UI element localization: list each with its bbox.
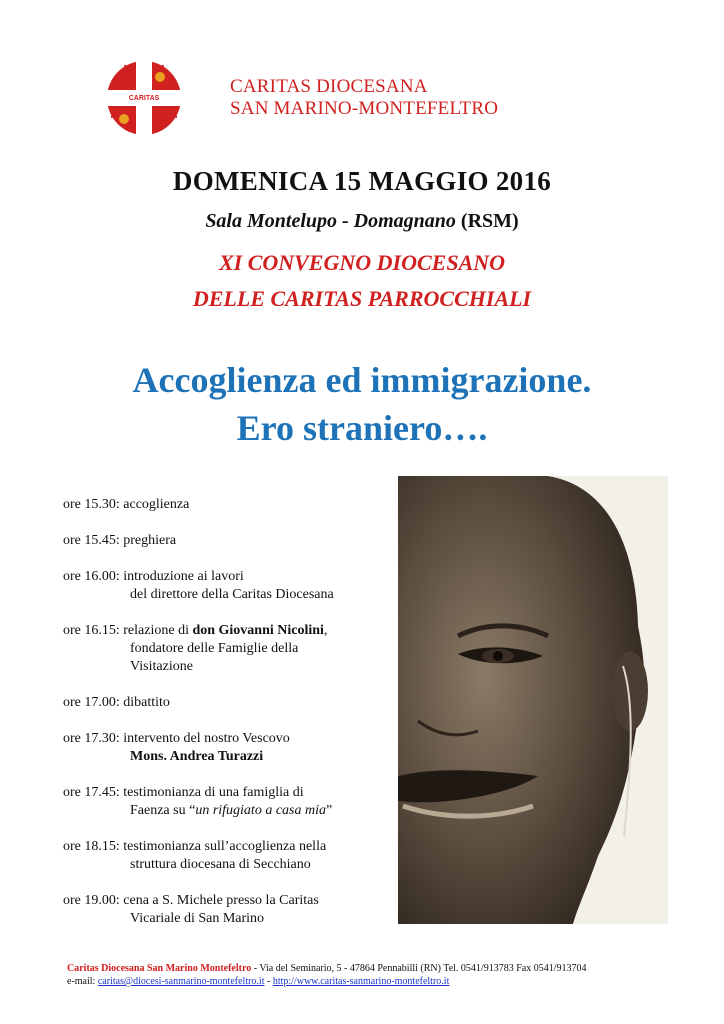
schedule-text-continued: Visitazione xyxy=(130,659,193,674)
schedule-text: dibattito xyxy=(123,695,170,710)
footer-contact-line xyxy=(67,975,586,988)
footer-email-label: e-mail: xyxy=(67,976,98,987)
schedule-time: ore 17.30: xyxy=(63,731,120,746)
schedule-text: testimonianza sull’accoglienza nella xyxy=(123,839,327,854)
quoted-title: un rifugiato a casa mia xyxy=(195,803,326,818)
footer-separator: - xyxy=(264,976,273,987)
schedule-time: ore 18.15: xyxy=(63,839,120,854)
schedule-list xyxy=(63,496,393,946)
schedule-text-continued: Vicariale di San Marino xyxy=(130,911,265,926)
convegno-title-line-1: XI CONVEGNO DIOCESANO xyxy=(218,250,506,275)
venue-country: (RSM) xyxy=(460,210,519,232)
schedule-item xyxy=(63,892,393,928)
event-venue xyxy=(0,210,724,233)
convegno-title-line-2: DELLE CARITAS PARROCCHIALI xyxy=(192,286,532,311)
schedule-item xyxy=(63,622,393,676)
footer-email-link[interactable]: caritas@diocesi-sanmarino-montefeltro.it xyxy=(97,976,265,987)
schedule-time: ore 16.00: xyxy=(63,569,120,584)
theme-title-line-2: Ero straniero…. xyxy=(236,408,488,448)
footer xyxy=(67,962,586,988)
schedule-text: relazione di xyxy=(123,623,189,638)
footer-website-link[interactable]: http://www.caritas-sanmarino-montefeltro.it xyxy=(272,976,450,987)
event-date: DOMENICA 15 MAGGIO 2016 xyxy=(172,166,552,196)
schedule-time: ore 17.00: xyxy=(63,695,120,710)
schedule-punct: , xyxy=(323,623,328,638)
schedule-text-continued: del direttore della Caritas Diocesana xyxy=(130,587,334,602)
schedule-text-continued: fondatore delle Famiglie della xyxy=(130,641,299,656)
logo-lettering: CARITAS xyxy=(128,95,160,102)
portrait-photo xyxy=(398,476,668,924)
schedule-time: ore 16.15: xyxy=(63,623,120,638)
schedule-item xyxy=(63,838,393,874)
schedule-item xyxy=(63,496,393,514)
schedule-text: preghiera xyxy=(123,533,177,548)
schedule-text-continued xyxy=(63,802,393,820)
schedule-text: accoglienza xyxy=(123,497,190,512)
footer-address: - Via del Seminario, 5 - 47864 Pennabilli (RN) Tel. 0541/913783 Fax 0541/913704 xyxy=(251,963,587,974)
schedule-item xyxy=(63,784,393,820)
speaker-name: don Giovanni Nicolini xyxy=(192,623,324,638)
venue-name: Sala Montelupo - Domagnano xyxy=(205,210,456,232)
org-line-1: CARITAS DIOCESANA xyxy=(230,76,428,97)
speaker-name: Mons. Andrea Turazzi xyxy=(130,749,264,764)
schedule-text: introduzione ai lavori xyxy=(123,569,244,584)
footer-address-line xyxy=(67,962,586,975)
schedule-text-part: Faenza su “ xyxy=(130,803,196,818)
schedule-time: ore 15.45: xyxy=(63,533,120,548)
schedule-text: testimonianza di una famiglia di xyxy=(123,785,304,800)
schedule-text: intervento del nostro Vescovo xyxy=(123,731,290,746)
schedule-time: ore 15.30: xyxy=(63,497,120,512)
caritas-logo xyxy=(105,59,183,137)
footer-organization: Caritas Diocesana San Marino Montefeltro xyxy=(67,963,252,974)
theme-title-line-1: Accoglienza ed immigrazione. xyxy=(132,360,592,400)
schedule-item xyxy=(63,532,393,550)
schedule-text-continued: struttura diocesana di Secchiano xyxy=(130,857,311,872)
schedule-item xyxy=(63,730,393,766)
schedule-time: ore 19.00: xyxy=(63,893,120,908)
org-line-2: SAN MARINO-MONTEFELTRO xyxy=(230,98,499,119)
schedule-item xyxy=(63,694,393,712)
schedule-time: ore 17.45: xyxy=(63,785,120,800)
schedule-text: cena a S. Michele presso la Caritas xyxy=(123,893,319,908)
organization-name xyxy=(230,76,498,120)
schedule-punct: ” xyxy=(325,803,333,818)
schedule-item xyxy=(63,568,393,604)
